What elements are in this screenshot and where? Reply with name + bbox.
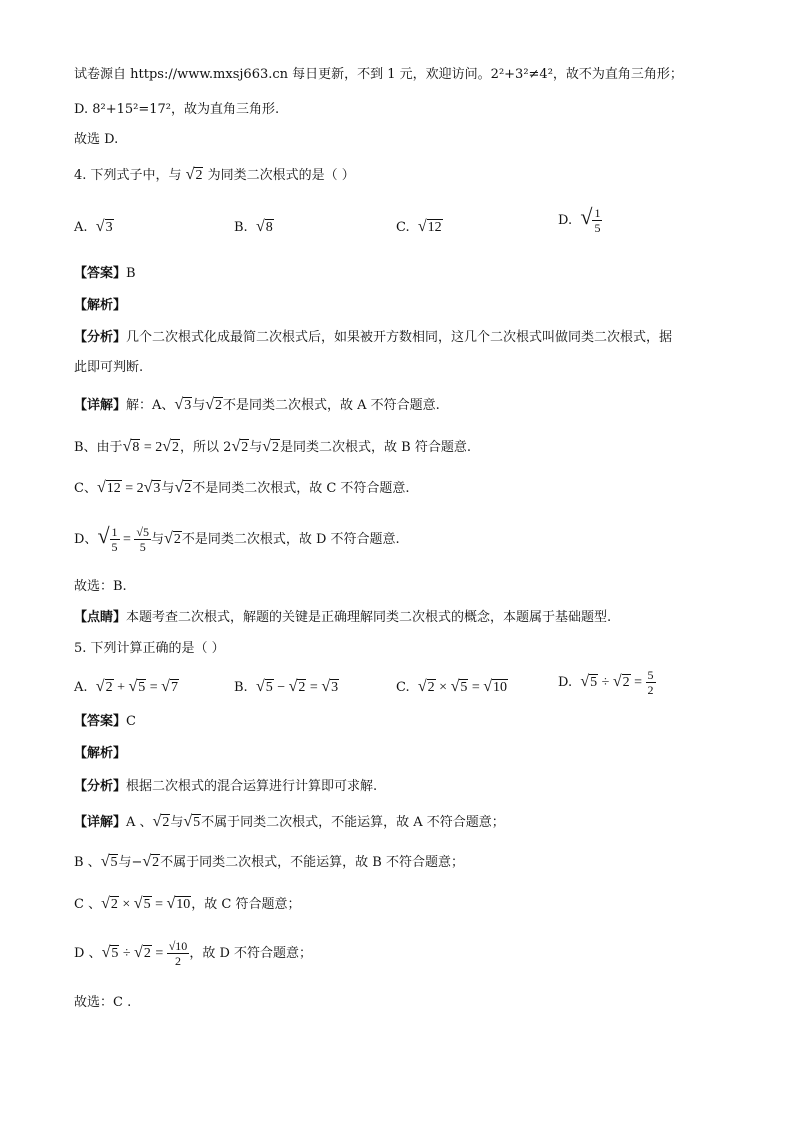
q4-fenxi-1: 【分析】几个二次根式化成最简二次根式后，如果被开方数相同，这几个二次根式叫做同类二次根式，据	[74, 330, 673, 345]
q4-option-c: C. √12	[396, 218, 442, 235]
q4-detail-d: D、√ $\frac{1}{5}$ = $\frac{√5}{5}$ 与√2不是同类二次根式，故 D 不符合题意.	[74, 523, 400, 554]
q4-analysis-tag: 【解析】	[74, 298, 127, 313]
q5-detail-c: C 、√2 × √5 = √10，故 C 符合题意；	[74, 895, 301, 912]
sqrt-expr: √2	[185, 166, 203, 183]
q5-analysis-tag: 【解析】	[74, 746, 127, 761]
q5-option-b: B. √5 − √2 = √3	[234, 678, 339, 695]
q4-detail-b: B、由于√8 = 2√2，所以 2√2与√2是同类二次根式，故 B 符合题意.	[74, 438, 471, 455]
q3-answer: 故选 D.	[74, 132, 119, 147]
q5-detail-b: B 、√5与−√2不属于同类二次根式，不能运算，故 B 不符合题意；	[74, 853, 464, 870]
q5-fenxi: 【分析】根据二次根式的混合运算进行计算即可求解.	[74, 779, 378, 794]
q4-dianjing: 【点睛】本题考查二次根式，解题的关键是正确理解同类二次根式的概念，本题属于基础题型.	[74, 610, 612, 625]
q3-d-line: D. 8²+15²=17²，故为直角三角形.	[74, 102, 280, 117]
q4-stem: 4. 下列式子中，与 √2 为同类二次根式的是（ ）	[74, 166, 355, 183]
q4-answer: 【答案】B	[74, 266, 136, 281]
q4-option-b: B. √8	[234, 218, 273, 235]
q5-option-d: D. √5 ÷ √2 = $\frac{5}{2}$	[558, 668, 654, 697]
q5-detail-d: D 、√5 ÷ √2 = $\frac{√10}{2}$ ，故 D 不符合题意；	[74, 939, 313, 968]
q5-detail-a: 【详解】A 、√2与√5不属于同类二次根式，不能运算，故 A 不符合题意；	[74, 813, 505, 830]
q5-option-a: A. √2 + √5 = √7	[74, 678, 178, 695]
q4-detail-c: C、√12 = 2√3与√2不是同类二次根式，故 C 不符合题意.	[74, 479, 410, 496]
q4-detail-a: 【详解】解：A、√3与√2不是同类二次根式，故 A 不符合题意.	[74, 396, 440, 413]
q5-stem: 5. 下列计算正确的是（ ）	[74, 641, 225, 656]
q4-option-d: D. √ $\frac{1}{5}$	[558, 204, 601, 235]
q5-answer: 【答案】C	[74, 714, 136, 729]
header-line: 试卷源自 https://www.mxsj663.cn 每日更新，不到 1 元，欢迎访问。2²+3²≠4²，故不为直角三角形；	[74, 67, 683, 82]
q4-choose: 故选：B.	[74, 579, 127, 594]
q4-option-a: A. √3	[74, 218, 113, 235]
q4-fenxi-2: 此即可判断.	[74, 360, 144, 375]
q5-option-c: C. √2 × √5 = √10	[396, 678, 508, 695]
q5-choose: 故选：C .	[74, 995, 132, 1010]
